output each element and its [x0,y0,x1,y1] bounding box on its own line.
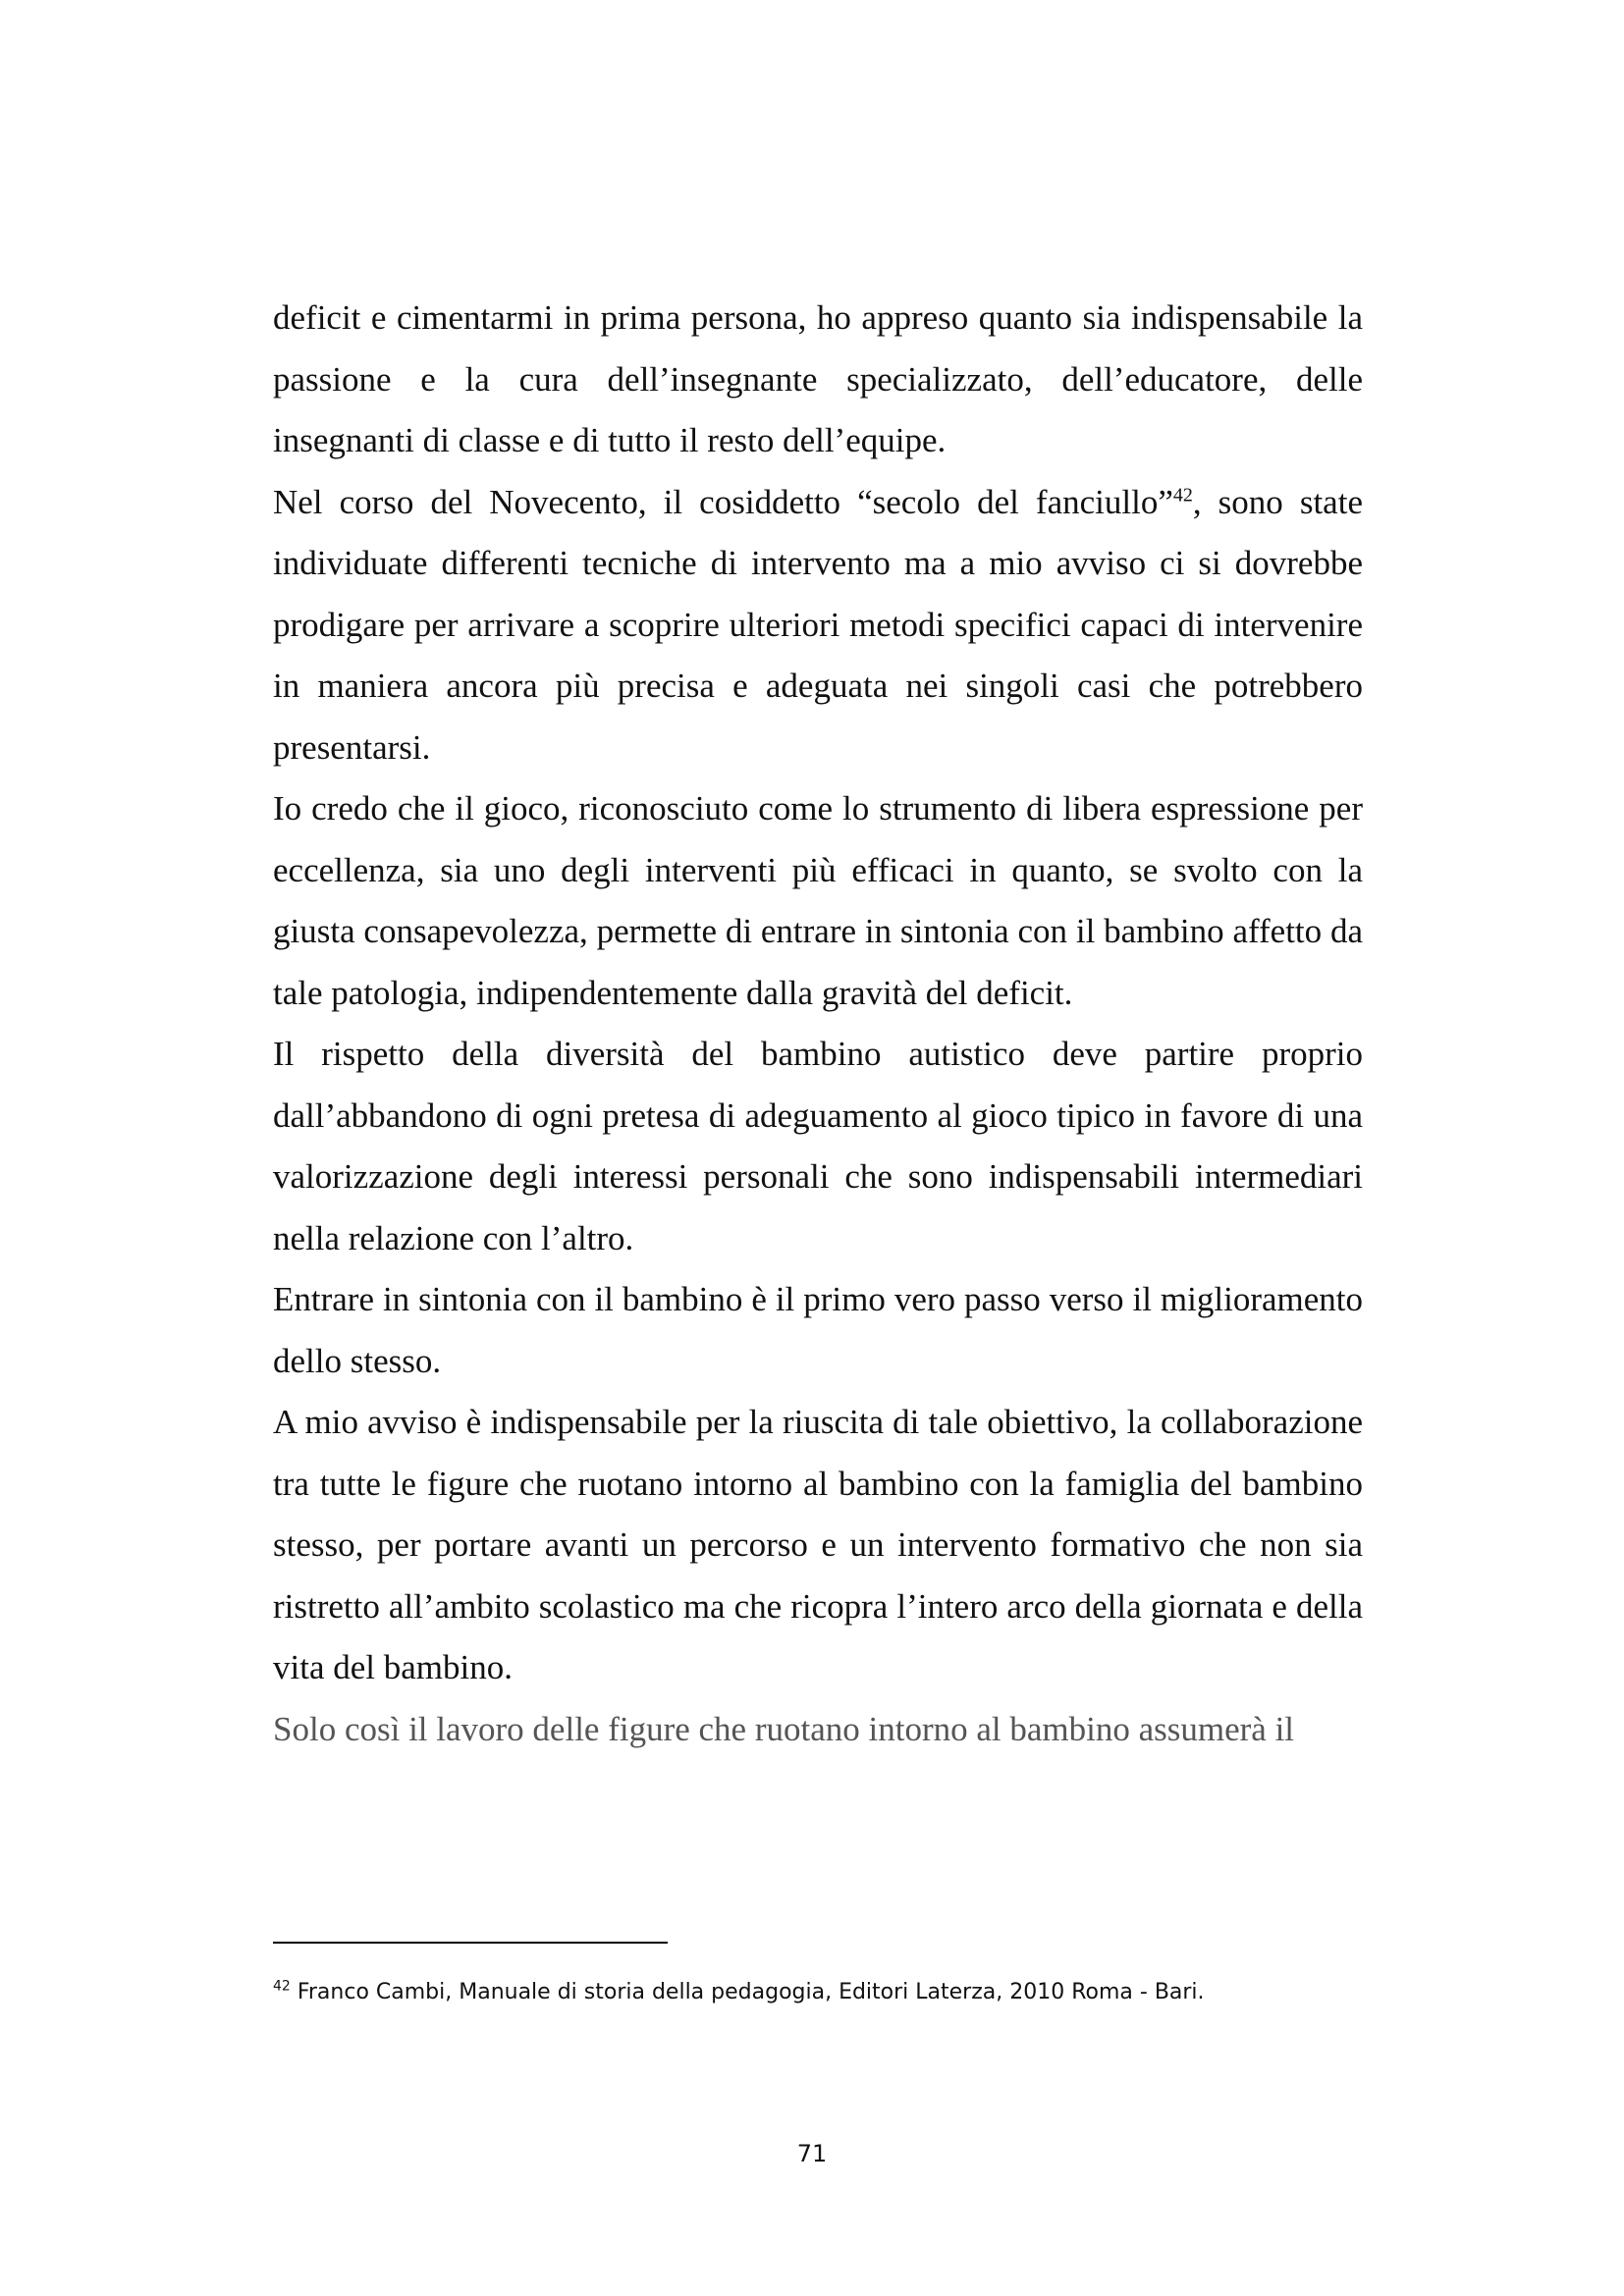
paragraph-2-start: Nel corso del Novecento, il cosiddetto “secolo del fanciullo” [273,482,1173,521]
paragraph-2-end: , sono state individuate differenti tecniche di intervento ma a mio avviso ci si dovrebbe prodigare per arrivare a scoprire ulteriori metodi specifici capaci di intervenire in maniera ancora più precisa e adeguata nei singoli casi che potrebbero presentarsi. [273,482,1363,767]
footnote [273,1975,1353,2010]
footnote-text: Franco Cambi, Manuale di storia della pedagogia, Editori Laterza, 2010 Roma - Bari. [290,1980,1205,2004]
paragraph-6: A mio avviso è indispensabile per la riuscita di tale obiettivo, la collaborazione tra tutte le figure che ruotano intorno al bambino con la famiglia del bambino stesso, per portare avanti un percorso e un intervento formativo che non sia ristretto all’ambito scolastico ma che ricopra l’intero arco della giornata e della vita del bambino. [273,1403,1363,1686]
page-number: 71 [796,2140,828,2167]
paragraph-4: Il rispetto della diversità del bambino autistico deve partire proprio dall’abbandono di ogni pretesa di adeguamento al gioco tipico in favore di una valorizzazione degli interessi personali che sono indispensabili intermediari nella relazione con l’altro. [273,1035,1363,1257]
footnote-number: 42 [273,1978,291,1995]
paragraph-1: deficit e cimentarmi in prima persona, ho appreso quanto sia indispensabile la passione e la cura dell’insegnante specializzato, dell’educatore, delle insegnanti di classe e di tutto il resto dell’equipe. [273,298,1363,459]
paragraph-3: Io credo che il gioco, riconosciuto come lo strumento di libera espressione per eccellenza, sia uno degli interventi più efficaci in quanto, se svolto con la giusta consapevolezza, permette di entrare in sintonia con il bambino affetto da tale patologia, indipendentemente dalla gravità del deficit. [273,789,1363,1012]
paragraph-2 [273,472,1363,779]
paragraph-5: Entrare in sintonia con il bambino è il primo vero passo verso il miglioramento dello stesso. [273,1280,1363,1380]
paragraph-7: Solo così il lavoro delle figure che ruotano intorno al bambino assumerà il [273,1709,1295,1748]
footnote-reference[interactable]: 42 [1172,483,1193,506]
body-text [273,288,1363,1760]
footnote-separator [273,1942,668,1944]
